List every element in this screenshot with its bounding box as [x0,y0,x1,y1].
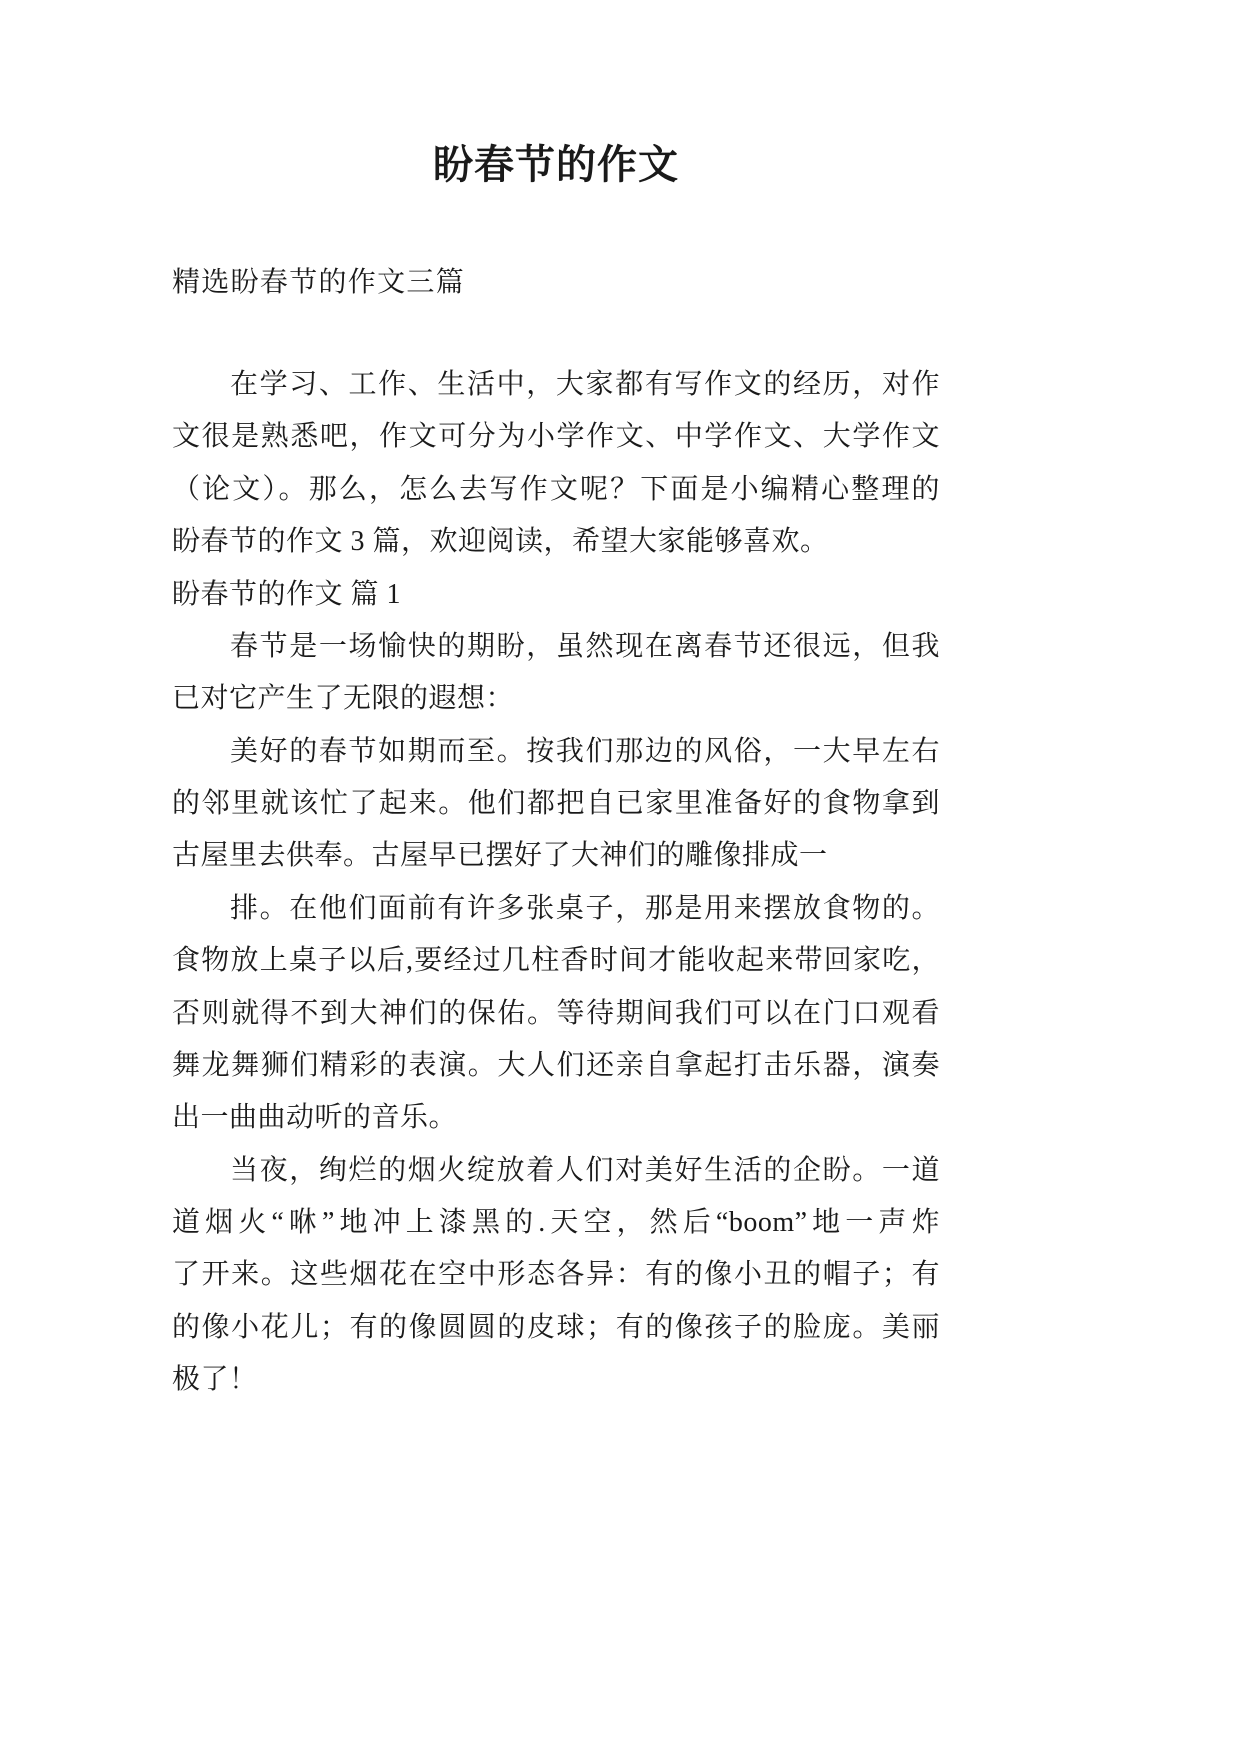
text-line: （论文）。那么，怎么去写作文呢？下面是小编精心整理的 [172,473,940,505]
text-line: 出一曲曲动听的音乐。 [172,1102,458,1134]
document-subtitle: 精选盼春节的作文三篇 [172,267,466,298]
paragraph [172,883,940,1145]
text-line: 道烟火“咻”地冲上漆黑的.天空，然后“boom”地一声炸 [172,1207,940,1238]
text-line: 美好的春节如期而至。按我们那边的风俗，一大早左右 [230,735,940,767]
text-line: 已对它产生了无限的遐想： [172,683,515,715]
section-heading-text: 盼春节的作文 篇 1 [172,578,402,610]
text-line: 了开来。这些烟花在空中形态各异：有的像小丑的帽子；有 [172,1259,940,1291]
text-line: 的像小花儿；有的像圆圆的皮球；有的像孩子的脸庞。美丽 [172,1311,940,1343]
paragraph [172,359,940,569]
text-line: 古屋里去供奉。古屋早已摆好了大神们的雕像排成一 [172,840,828,872]
document-title: 盼春节的作文 [433,142,679,187]
text-line: 春节是一场愉快的期盼，虽然现在离春节还很远，但我 [230,630,940,662]
text-line: 否则就得不到大神们的保佑。等待期间我们可以在门口观看 [172,997,940,1029]
text-line: 当夜，绚烂的烟火绽放着人们对美好生活的企盼。一道 [230,1154,940,1186]
text-line: 极了！ [172,1364,258,1396]
text-line: 文很是熟悉吧，作文可分为小学作文、中学作文、大学作文 [172,421,940,453]
paragraph [172,621,940,726]
text-line: 的邻里就该忙了起来。他们都把自已家里准备好的食物拿到 [172,788,940,819]
text-line: 舞龙舞狮们精彩的表演。大人们还亲自拿起打击乐器，演奏 [172,1049,940,1081]
text-line: 食物放上桌子以后,要经过几柱香时间才能收起来带回家吃， [172,945,940,977]
paragraph [172,726,940,883]
text-line: 盼春节的作文 3 篇，欢迎阅读，希望大家能够喜欢。 [172,526,829,558]
paragraph [172,1145,940,1407]
document-body [172,359,940,1407]
text-line: 在学习、工作、生活中，大家都有写作文的经历，对作 [230,369,940,400]
section-heading [172,569,940,621]
text-line: 排。在他们面前有许多张桌子，那是用来摆放食物的。 [230,892,940,924]
